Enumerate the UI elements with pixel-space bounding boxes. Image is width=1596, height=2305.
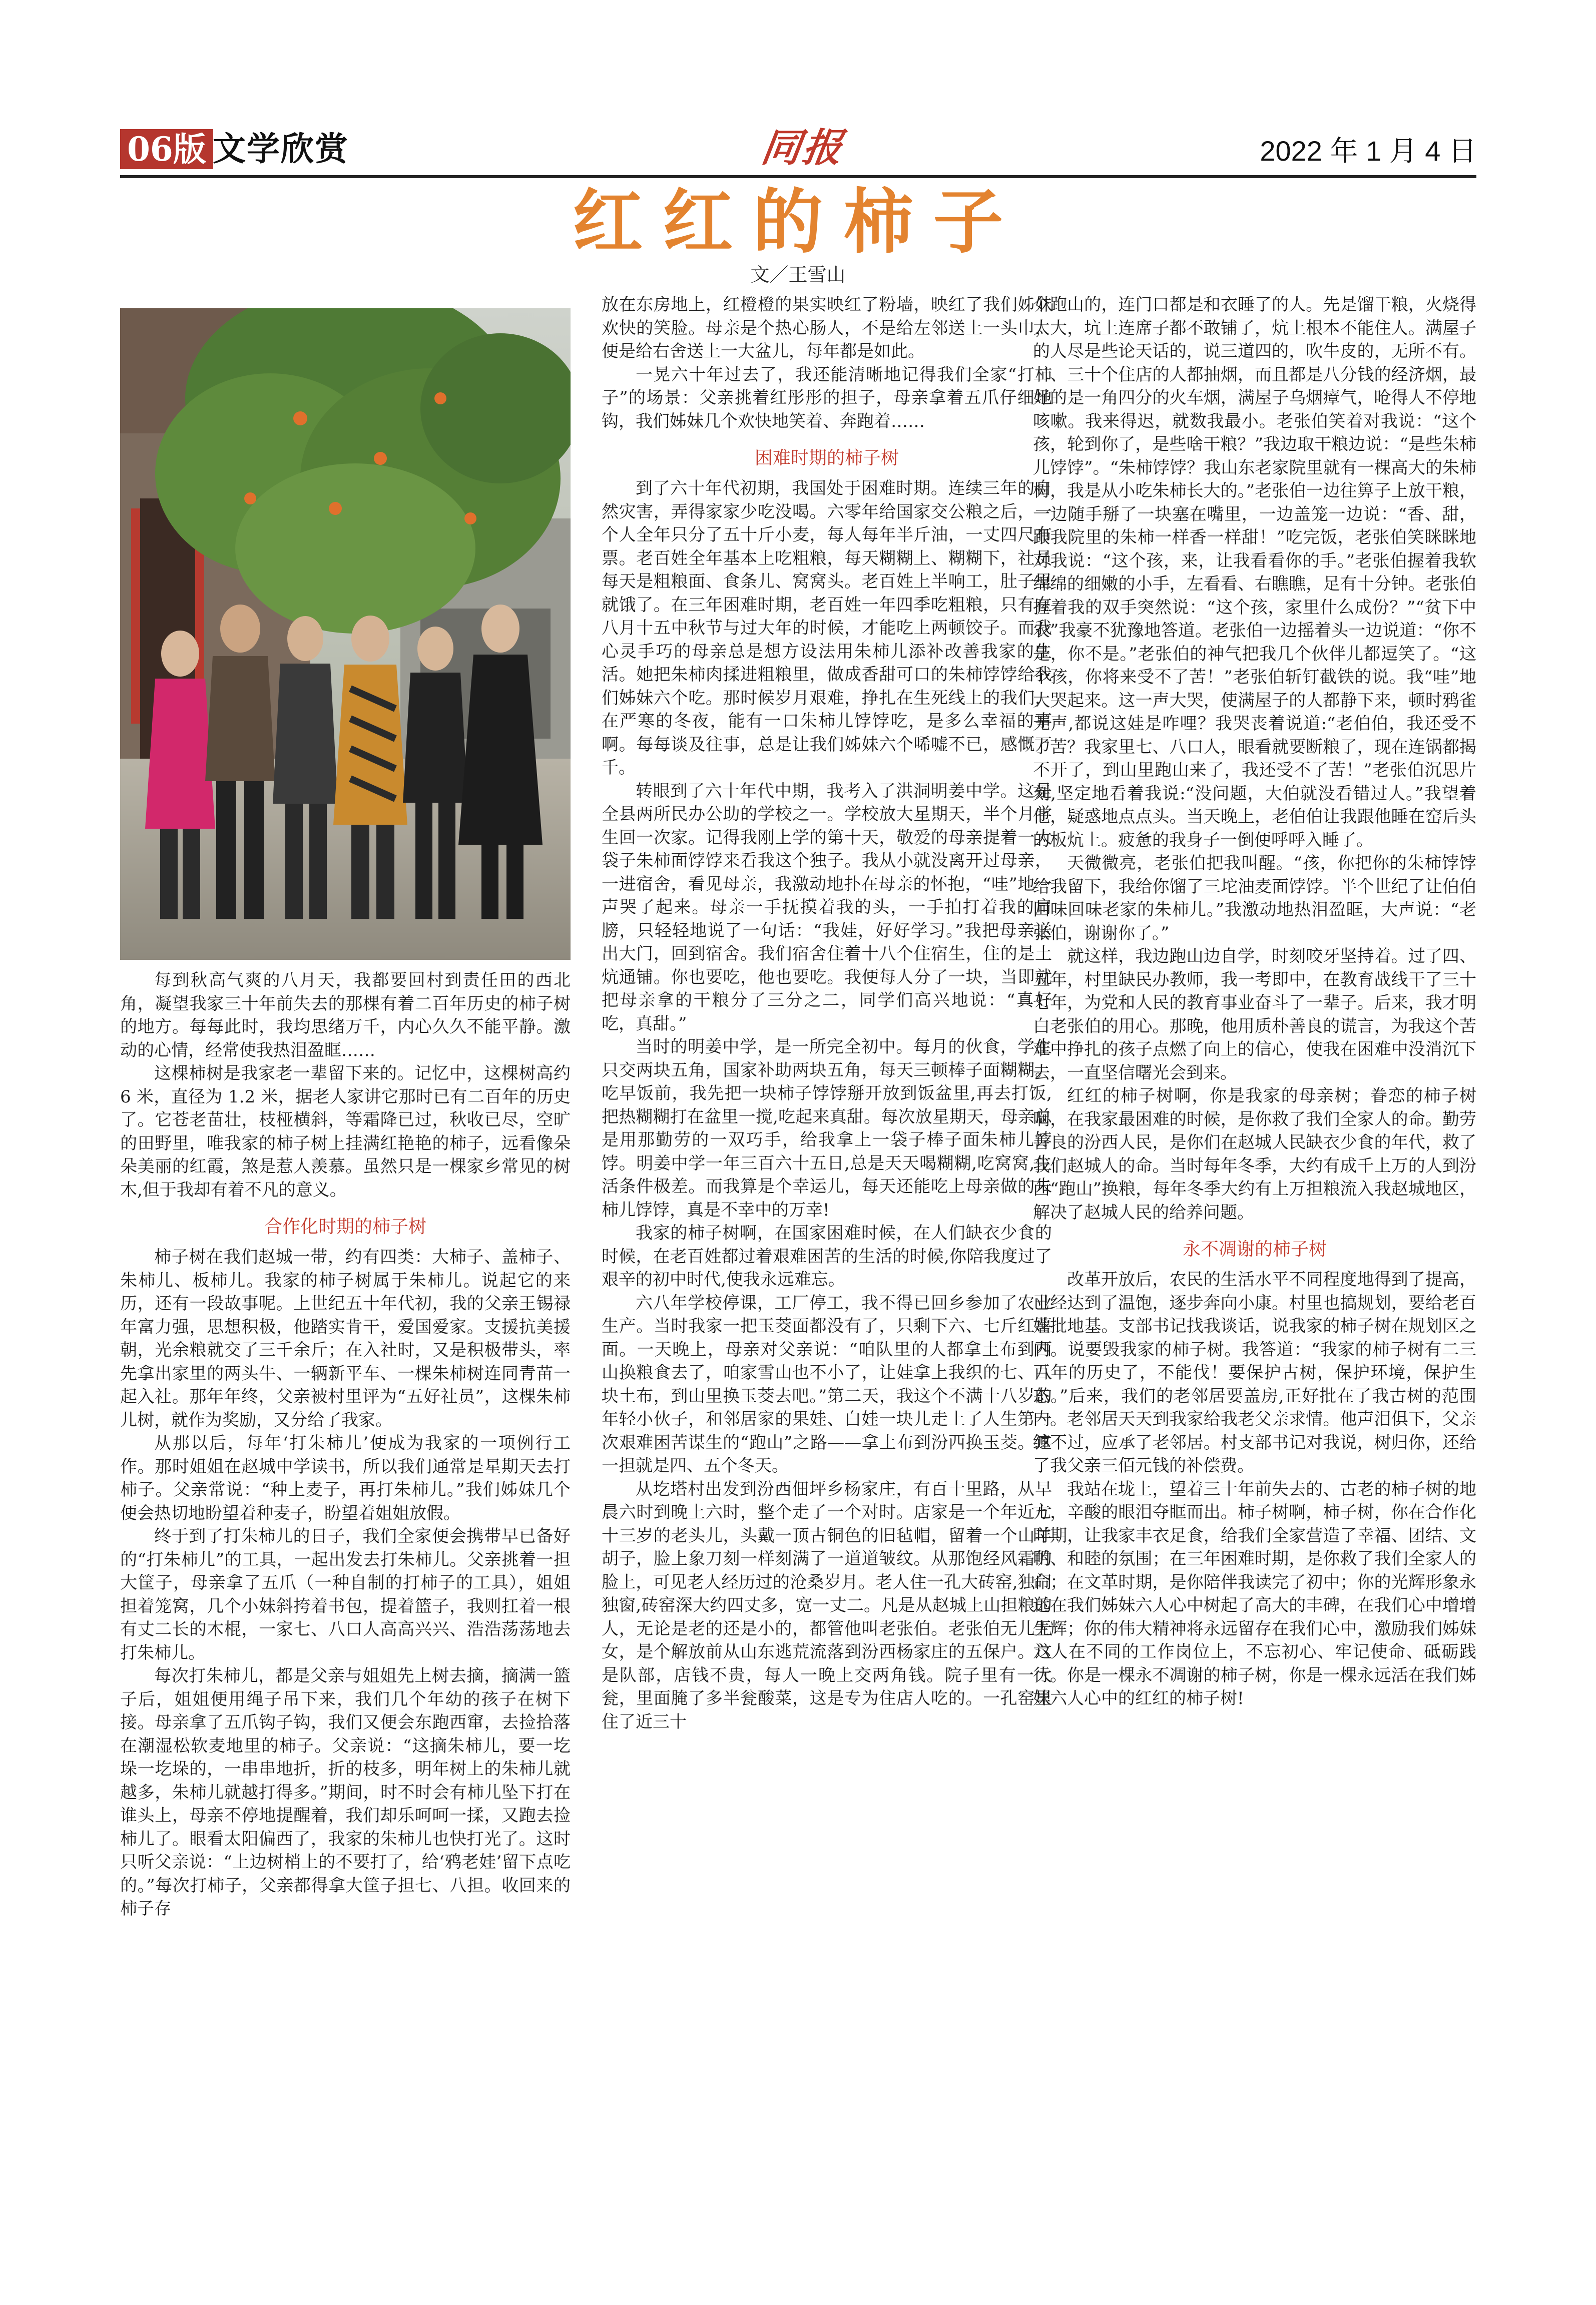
newspaper-logo: 同报 — [758, 125, 847, 171]
paragraph: 一晃六十年过去了，我还能清晰地记得我们全家“打柿子”的场景：父亲挑着红彤彤的担子，母亲拿着五爪仔细地钩，我们姊妹几个欢快地笑着、奔跑着…… — [602, 364, 1052, 431]
paragraph: 我站在垅上，望着三十年前失去的、古老的柿子树的地方，辛酸的眼泪夺眶而出。柿子树啊，柿子树，你在合作化时期，让我家丰衣足食，给我们全家营造了幸福、团结、文明、和睦的氛围；在三年困难时期，是你救了我们全家人的命；在文革时期，是你陪伴我读完了初中；你的光辉形象永远在我们姊妹六人心中树起了高大的丰碑，在我们心中增增生辉；你的伟大精神将永远留存在我们心中，激励我们姊妹六人在不同的工作岗位上，不忘初心、牢记使命、砥砺践行。你是一棵永不凋谢的柿子树，你是一棵永远活在我们姊妹六人心中的红红的柿子树! — [1033, 1479, 1476, 1708]
paragraph: 我家的柿子树啊，在国家困难时候，在人们缺衣少食的时候，在老百姓都过着艰难困苦的生活的时候,你陪我度过了艰辛的初中时代,使我永远难忘。 — [602, 1223, 1052, 1290]
masthead-rule — [120, 175, 1476, 178]
masthead — [120, 125, 1476, 175]
article-column-2 — [602, 293, 1052, 2240]
paragraph: 从那以后，每年‘打朱柿儿’便成为我家的一项例行工作。那时姐姐在赵城中学读书，所以我们通常是星期天去打柿子。父亲常说：“种上麦子，再打朱柿儿。”我们姊妹几个便会热切地盼望着种麦子，盼望着姐姐放假。 — [120, 1433, 571, 1523]
page-number-badge: 06版 — [120, 129, 213, 169]
paragraph: 红红的柿子树啊，你是我家的母亲树；眷恋的柿子树啊，在我家最困难的时候，是你救了我们全家人的命。勤劳善良的汾西人民，是你们在赵城人民缺衣少食的年代，救了我们赵城人的命。当时每年冬季，大约有成千上万的人到汾西“跑山”换粮，每年冬季大约有上万担粮流入我赵城地区，解决了赵城人民的给养问题。 — [1033, 1086, 1476, 1223]
section-heading: 困难时期的柿子树 — [754, 448, 899, 468]
article-byline: 文／王雪山 — [750, 264, 846, 286]
paragraph: 个跑山的，连门口都是和衣睡了的人。先是馏干粮，火烧得太大，坑上连席子都不敢铺了，炕上根本不能住人。满屋子的人尽是些论天话的，说三道四的，吹牛皮的，无所不有。二、三十个住店的人都抽烟，而且都是八分钱的经济烟，最好的是一角四分的火车烟，满屋子乌烟瘴气，呛得人不停地咳嗽。我来得迟，就数我最小。老张伯笑着对我说：“这个孩，轮到你了，是些啥干粮？”我边取干粮边说：“是些朱柿儿饽饽”。“朱柿饽饽？我山东老家院里就有一棵高大的朱柿树，我是从小吃朱柿长大的。”老张伯一边往箅子上放干粮，一边随手掰了一块塞在嘴里，一边盖笼一边说：“香、甜，跟我院里的朱柿一样香一样甜！”吃完饭，老张伯笑眯眯地对我说：“这个孩，来，让我看看你的手。”老张伯握着我软绵绵的细嫩的小手，左看看、右瞧瞧，足有十分钟。老张伯握着我的双手突然说：“这个孩，家里什么成份？”“贫下中农”我豪不犹豫地答道。老张伯一边摇着头一边说道：“你不是，你不是。”老张伯的神气把我几个伙伴儿都逗笑了。“这个孩，你将来受不了苦！”老张伯斩钉截铁的说。我“哇”地大哭起来。这一声大哭，使满屋子的人都静下来，顿时鸦雀无声,都说这娃是咋哩？我哭丧着说道:“老伯伯，我还受不了苦？我家里七、八口人，眼看就要断粮了，现在连锅都揭不开了，到山里跑山来了，我还受不了苦！”老张伯沉思片刻,坚定地看着我说:“没问题，大伯就没看错过人。”我望着他，疑惑地点点头。当天晚上，老伯伯让我跟他睡在窑后头的板炕上。疲惫的我身子一倒便呼呼入睡了。 — [1033, 295, 1476, 850]
section-heading: 永不凋谢的柿子树 — [1182, 1239, 1327, 1260]
paragraph: 这棵柿树是我家老一辈留下来的。记忆中，这棵树高约 6 米，直径为 1.2 米，据老人家讲它那时已有二百年的历史了。它苍老苗壮，枝桠横斜，等霜降已过，秋收已尽，空旷的田野里，唯我家的柿子树上挂满红艳艳的柿子，远看像朵朵美丽的红霞，煞是惹人羡慕。虽然只是一棵家乡常见的树木,但于我却有着不凡的意义。 — [120, 1063, 571, 1200]
section-title: 文学欣赏 — [213, 130, 349, 168]
paragraph: 柿子树在我们赵城一带，约有四类：大柿子、盖柿子、朱柿儿、板柿儿。我家的柿子树属于朱柿儿。说起它的来历，还有一段故事呢。上世纪五十年代初，我的父亲王锡禄年富力强，思想积极，他踏实肯干，爱国爱家。支援抗美援朝，光余粮就交了三千余斤；在入社时，又是积极带头，率先拿出家里的两头牛、一辆新平车、一棵朱柿树连同青苗一起入社。那年年终，父亲被村里评为“五好社员”，这棵朱柿儿树，就作为奖励，又分给了我家。 — [120, 1247, 571, 1430]
publication-date: 2022 年 1 月 4 日 — [1260, 135, 1476, 167]
paragraph: 每到秋高气爽的八月天，我都要回村到责任田的西北角，凝望我家三十年前失去的那棵有着二百年历史的柿子树的地方。每每此时，我均思绪万千，内心久久不能平静。激动的心情，经常使我热泪盈眶…… — [120, 970, 571, 1060]
article-title: 红红的柿子 — [573, 182, 1023, 263]
paragraph: 每次打朱柿儿，都是父亲与姐姐先上树去摘，摘满一篮子后，姐姐便用绳子吊下来，我们几个年幼的孩子在树下接。母亲拿了五爪钩子钩，我们又便会东跑西窜，去捡拾落在潮湿松软麦地里的柿子。父亲说：“这摘朱柿儿，要一圪垛一圪垛的，一串串地折，折的枝多，明年树上的朱柿儿就越多，朱柿儿就越打得多。”期间，时不时会有柿儿坠下打在谁头上，母亲不停地提醒着，我们却乐呵呵一揉，又跑去捡柿儿了。眼看太阳偏西了，我家的朱柿儿也快打光了。这时只听父亲说：“上边树梢上的不要打了，给‘鸦老娃’留下点吃的。”每次打柿子，父亲都得拿大筐子担七、八担。收回来的柿子存 — [120, 1666, 571, 1919]
paragraph: 到了六十年代初期，我国处于困难时期。连续三年的自然灾害，弄得家家少吃没喝。六零年给国家交公粮之后，一个人全年只分了五十斤小麦，每人每年半斤油，一丈四尺布票。老百姓全年基本上吃粗粮，每天糊糊上、糊糊下，社员每天是粗粮面、食条儿、窝窝头。老百姓上半响工，肚子里就饿了。在三年困难时期，老百姓一年四季吃粗粮，只有在八月十五中秋节与过大年的时候，才能吃上两顿饺子。而我心灵手巧的母亲总是想方设法用朱柿儿添补改善我家的生活。她把朱柿肉揉进粗粮里，做成香甜可口的朱柿饽饽给我们姊妹六个吃。那时候岁月艰难，挣扎在生死线上的我们，在严寒的冬夜，能有一口朱柿儿饽饽吃，是多么幸福的事啊。每每谈及往事，总是让我们姊妹六个唏嘘不已，感慨万千。 — [602, 478, 1052, 778]
article-column-1 — [120, 969, 571, 2240]
family-photo-illustration — [120, 308, 571, 960]
paragraph: 六八年学校停课，工厂停工，我不得已回乡参加了农业生产。当时我家一把玉茭面都没有了，只剩下六、七斤红薯面。一天晚上，母亲对父亲说：“咱队里的人都拿土布到西山换粮食去了，咱家雪山也不小了，让娃拿上我织的七、八块土布，到山里换玉茭去吧。”第二天，我这个不满十八岁的年轻小伙子，和邻居家的果娃、白娃一块儿走上了人生第一次艰难困苦谋生的“跑山”之路——拿土布到汾西换玉茭。这一担就是四、五个冬天。 — [602, 1293, 1052, 1476]
paragraph: 天微微亮，老张伯把我叫醒。“孩，你把你的朱柿饽饽给我留下，我给你馏了三坨油麦面饽饽。半个世纪了让伯伯回味回味老家的朱柿儿。”我激动地热泪盈眶，大声说：“老张伯，谢谢你了。” — [1033, 853, 1476, 943]
paragraph: 从圪塔村出发到汾西佃坪乡杨家庄，有百十里路，从早晨六时到晚上六时，整个走了一个对时。店家是一个年近七十三岁的老头儿，头戴一顶古铜色的旧毡帽，留着一个山羊胡子，脸上象刀刻一样刻满了一道道皱纹。从那饱经风霜的脸上，可见老人经历过的沧桑岁月。老人住一孔大砖窑,独门独窗,砖窑深大约四丈多，宽一丈二。凡是从赵城上山担粮的人，无论是老的还是小的，都管他叫老张伯。老张伯无儿无女，是个解放前从山东逃荒流落到汾西杨家庄的五保户。这是队部，店钱不贵，每人一晚上交两角钱。院子里有一大瓮，里面腌了多半瓮酸菜，这是专为住店人吃的。一孔窑里住了近三十 — [602, 1479, 1052, 1732]
article-column-3 — [1033, 293, 1476, 2240]
family-photo — [120, 308, 571, 960]
paragraph: 终于到了打朱柿儿的日子，我们全家便会携带早已备好的“打朱柿儿”的工具，一起出发去打朱柿儿。父亲挑着一担大筐子，母亲拿了五爪（一种自制的打柿子的工具），姐姐担着笼窝，几个小妹斜挎着书包，提着篮子，我则扛着一根有丈二长的木棍，一家七、八口人高高兴兴、浩浩荡荡地去打朱柿儿。 — [120, 1526, 571, 1663]
section-heading: 合作化时期的柿子树 — [264, 1217, 426, 1237]
paragraph: 放在东房地上，红橙橙的果实映红了粉墙，映红了我们姊妹欢快的笑脸。母亲是个热心肠人，不是给左邻送上一头巾，便是给右舍送上一大盆儿，每年都是如此。 — [602, 295, 1052, 361]
paragraph: 就这样，我边跑山边自学，时刻咬牙坚持着。过了四、五年，村里缺民办教师，我一考即中，在教育战线干了三十七年，为党和人民的教育事业奋斗了一辈子。后来，我才明白老张伯的用心。那晚，他用质朴善良的谎言，为我这个苦难中挣扎的孩子点燃了向上的信心，使我在困难中没消沉下去，一直坚信曙光会到来。 — [1033, 946, 1476, 1083]
paragraph: 当时的明姜中学，是一所完全初中。每月的伙食，学生只交两块五角，国家补助两块五角，每天三顿棒子面糊糊。吃早饭前，我先把一块柿子饽饽掰开放到饭盆里,再去打饭,把热糊糊打在盆里一搅,吃起来真甜。每次放星期天，母亲总是用那勤劳的一双巧手，给我拿上一袋子棒子面朱柿儿饽饽。明姜中学一年三百六十五日,总是天天喝糊糊,吃窝窝,生活条件极差。而我算是个幸运儿，每天还能吃上母亲做的朱柿儿饽饽，真是不幸中的万幸! — [602, 1037, 1052, 1220]
paragraph: 转眼到了六十年代中期，我考入了洪洞明姜中学。这是全县两所民办公助的学校之一。学校放大星期天，半个月学生回一次家。记得我刚上学的第十天，敬爱的母亲提着一大袋子朱柿面饽饽来看我这个独子。我从小就没离开过母亲，一进宿舍，看见母亲，我激动地扑在母亲的怀抱，“哇”地一声哭了起来。母亲一手抚摸着我的头，一手拍打着我的肩膀，只轻轻地说了一句话：“我娃，好好学习。”我把母亲送出大门，回到宿舍。我们宿舍住着十八个住宿生，住的是土炕通铺。你也要吃，他也要吃。我便每人分了一块，当即就把母亲拿的干粮分了三分之二，同学们高兴地说：“真好吃，真甜。” — [602, 781, 1052, 1034]
paragraph: 改革开放后，农民的生活水平不同程度地得到了提高，已经达到了温饱，逐步奔向小康。村里也搞规划，要给老百姓批地基。支部书记找我谈话，说我家的柿子树在规划区之内。说要毁我家的柿子树。我答道：“我家的柿子树有二三百年的历史了，不能伐！要保护古树，保护环境，保护生态。”后来，我们的老邻居要盖房,正好批在了我古树的范围内。老邻居天天到我家给我老父亲求情。他声泪俱下，父亲缠不过，应承了老邻居。村支部书记对我说，树归你，还给了我父亲三佰元钱的补偿费。 — [1033, 1270, 1477, 1476]
